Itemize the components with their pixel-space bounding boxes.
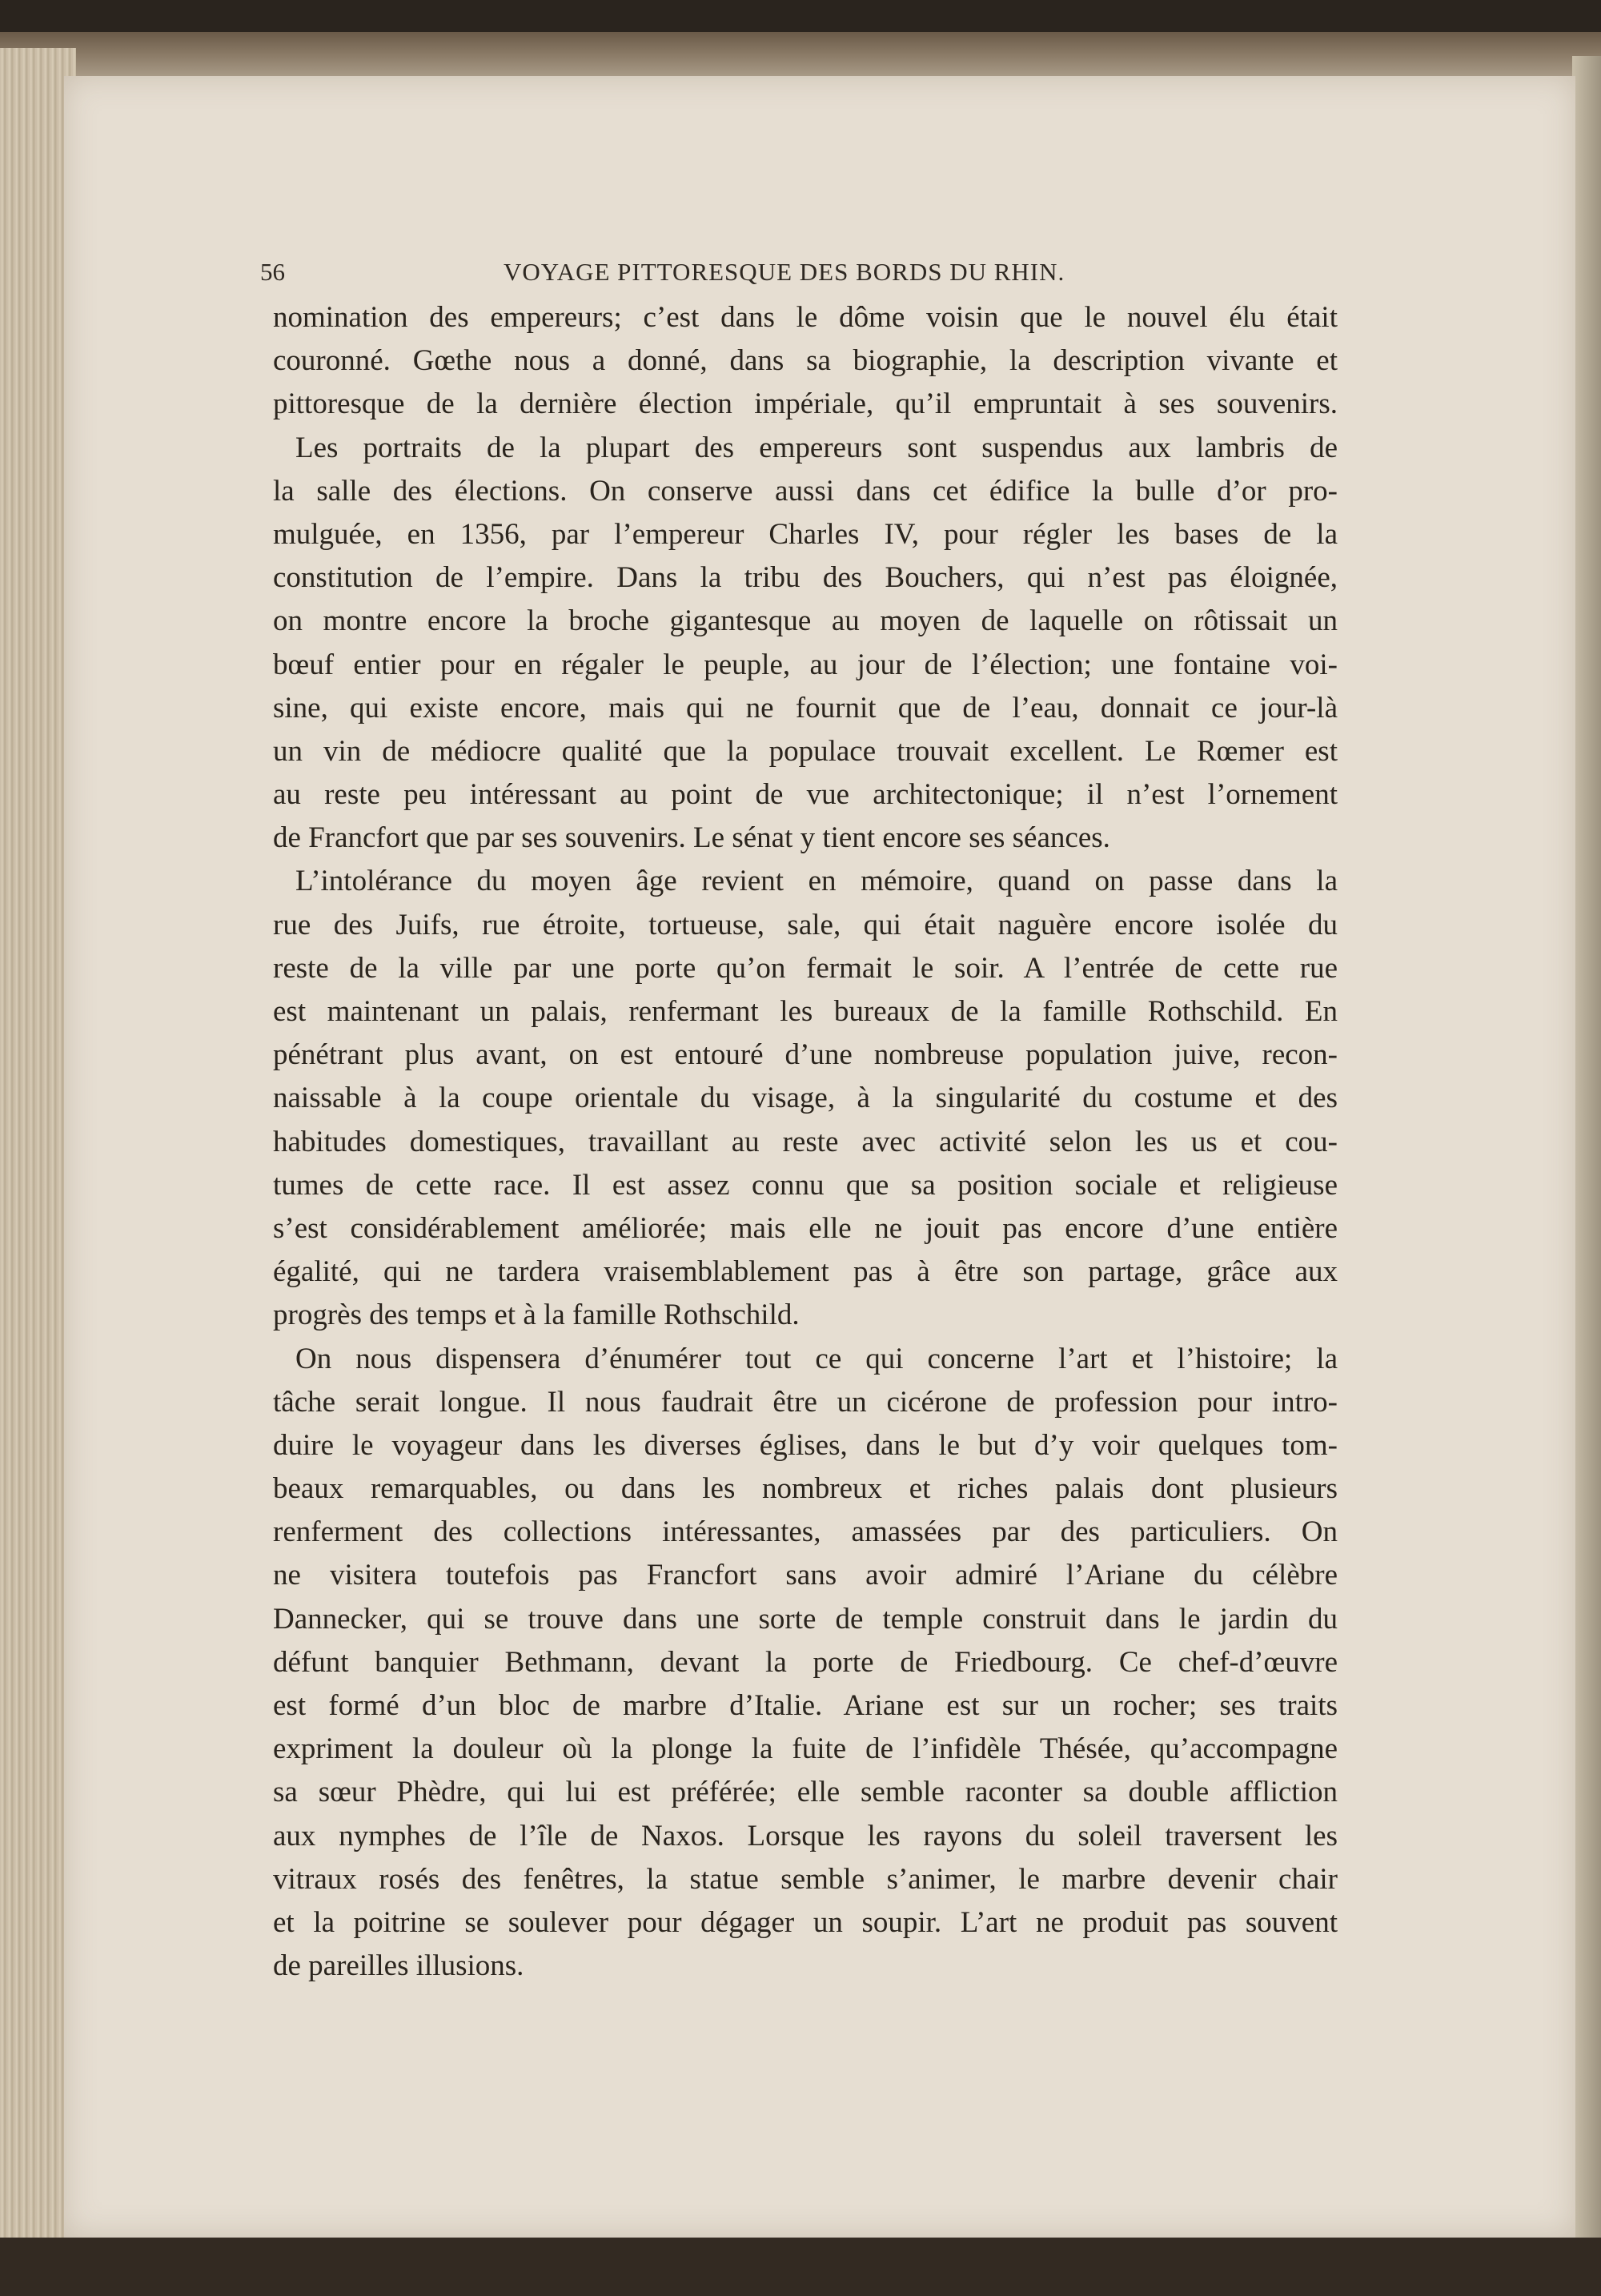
- text-line: mulguée, en 1356, par l’empereur Charles IV, pour régler les bases de la: [273, 517, 1338, 551]
- text-line: On nous dispensera d’énumérer tout ce qui concerne l’art et l’histoire; la: [295, 1342, 1338, 1375]
- text-line: ne visitera toutefois pas Francfort sans avoir admiré l’Ariane du célèbre: [273, 1559, 1338, 1592]
- text-line: Dannecker, qui se trouve dans une sorte de temple construit dans le jardin du: [273, 1602, 1338, 1636]
- text-line: la salle des élections. On conserve aussi dans cet édifice la bulle d’or pro-: [273, 474, 1338, 508]
- page-number: 56: [260, 258, 285, 286]
- text-line: naissable à la coupe orientale du visage, à la singularité du costume et des: [273, 1082, 1338, 1115]
- text-line: Les portraits de la plupart des empereurs sont suspendus aux lambris de: [295, 431, 1338, 464]
- text-line: tumes de cette race. Il est assez connu que sa position sociale et religieuse: [273, 1168, 1338, 1202]
- text-line: au reste peu intéressant au point de vue architectonique; il n’est l’ornement: [273, 778, 1338, 812]
- body-text: [273, 296, 1338, 1988]
- text-line: expriment la douleur où la plonge la fuite de l’infidèle Thésée, qu’accompagne: [273, 1732, 1338, 1766]
- text-line: de pareilles illusions.: [273, 1949, 524, 1983]
- text-line: habitudes domestiques, travaillant au reste avec activité selon les us et cou-: [273, 1125, 1338, 1158]
- text-line: rue des Juifs, rue étroite, tortueuse, sale, qui était naguère encore isolée du: [273, 908, 1338, 941]
- text-line: sa sœur Phèdre, qui lui est préférée; elle semble raconter sa double affliction: [273, 1776, 1338, 1809]
- text-line: bœuf entier pour en régaler le peuple, au jour de l’élection; une fontaine voi-: [273, 648, 1338, 681]
- text-line: on montre encore la broche gigantesque au moyen de laquelle on rôtissait un: [273, 604, 1338, 638]
- bottom-shadow: [0, 2238, 1601, 2296]
- text-line: un vin de médiocre qualité que la populace trouvait excellent. Le Rœmer est: [273, 734, 1338, 768]
- text-line: renferment des collections intéressantes, amassées par des particuliers. On: [273, 1515, 1338, 1549]
- text-line: pénétrant plus avant, on est entouré d’une nombreuse population juive, recon-: [273, 1038, 1338, 1072]
- text-line: constitution de l’empire. Dans la tribu des Bouchers, qui n’est pas éloignée,: [273, 561, 1338, 595]
- running-title: VOYAGE PITTORESQUE DES BORDS DU RHIN.: [504, 258, 1065, 286]
- text-line: vitraux rosés des fenêtres, la statue semble s’animer, le marbre devenir chair: [273, 1862, 1338, 1896]
- text-line: tâche serait longue. Il nous faudrait être un cicérone de profession pour intro-: [273, 1385, 1338, 1419]
- text-line: nomination des empereurs; c’est dans le dôme voisin que le nouvel élu était: [273, 301, 1338, 334]
- text-line: beaux remarquables, ou dans les nombreux et riches palais dont plusieurs: [273, 1472, 1338, 1506]
- text-line: reste de la ville par une porte qu’on fermait le soir. A l’entrée de cette rue: [273, 951, 1338, 985]
- text-line: pittoresque de la dernière élection impériale, qu’il empruntait à ses souvenirs.: [273, 387, 1338, 421]
- text-line: couronné. Gœthe nous a donné, dans sa biographie, la description vivante et: [273, 344, 1338, 378]
- text-line: sine, qui existe encore, mais qui ne fournit que de l’eau, donnait ce jour-là: [273, 691, 1338, 725]
- text-line: duire le voyageur dans les diverses églises, dans le but d’y voir quelques tom-: [273, 1428, 1338, 1462]
- text-line: est formé d’un bloc de marbre d’Italie. Ariane est sur un rocher; ses traits: [273, 1689, 1338, 1722]
- text-line: égalité, qui ne tardera vraisemblablement pas à être son partage, grâce aux: [273, 1255, 1338, 1289]
- text-line: et la poitrine se soulever pour dégager un soupir. L’art ne produit pas souvent: [273, 1905, 1338, 1939]
- text-line: est maintenant un palais, renfermant les bureaux de la famille Rothschild. En: [273, 995, 1338, 1028]
- page-header: [260, 258, 1101, 290]
- text-line: aux nymphes de l’île de Naxos. Lorsque les rayons du soleil traversent les: [273, 1819, 1338, 1852]
- text-line: de Francfort que par ses souvenirs. Le sénat y tient encore ses séances.: [273, 821, 1110, 855]
- text-line: L’intolérance du moyen âge revient en mémoire, quand on passe dans la: [295, 865, 1338, 898]
- text-line: s’est considérablement améliorée; mais elle ne jouit pas encore d’une entière: [273, 1211, 1338, 1245]
- text-line: progrès des temps et à la famille Rothschild.: [273, 1299, 800, 1332]
- book-right-edge: [1572, 56, 1601, 2250]
- text-line: défunt banquier Bethmann, devant la porte de Friedbourg. Ce chef-d’œuvre: [273, 1645, 1338, 1679]
